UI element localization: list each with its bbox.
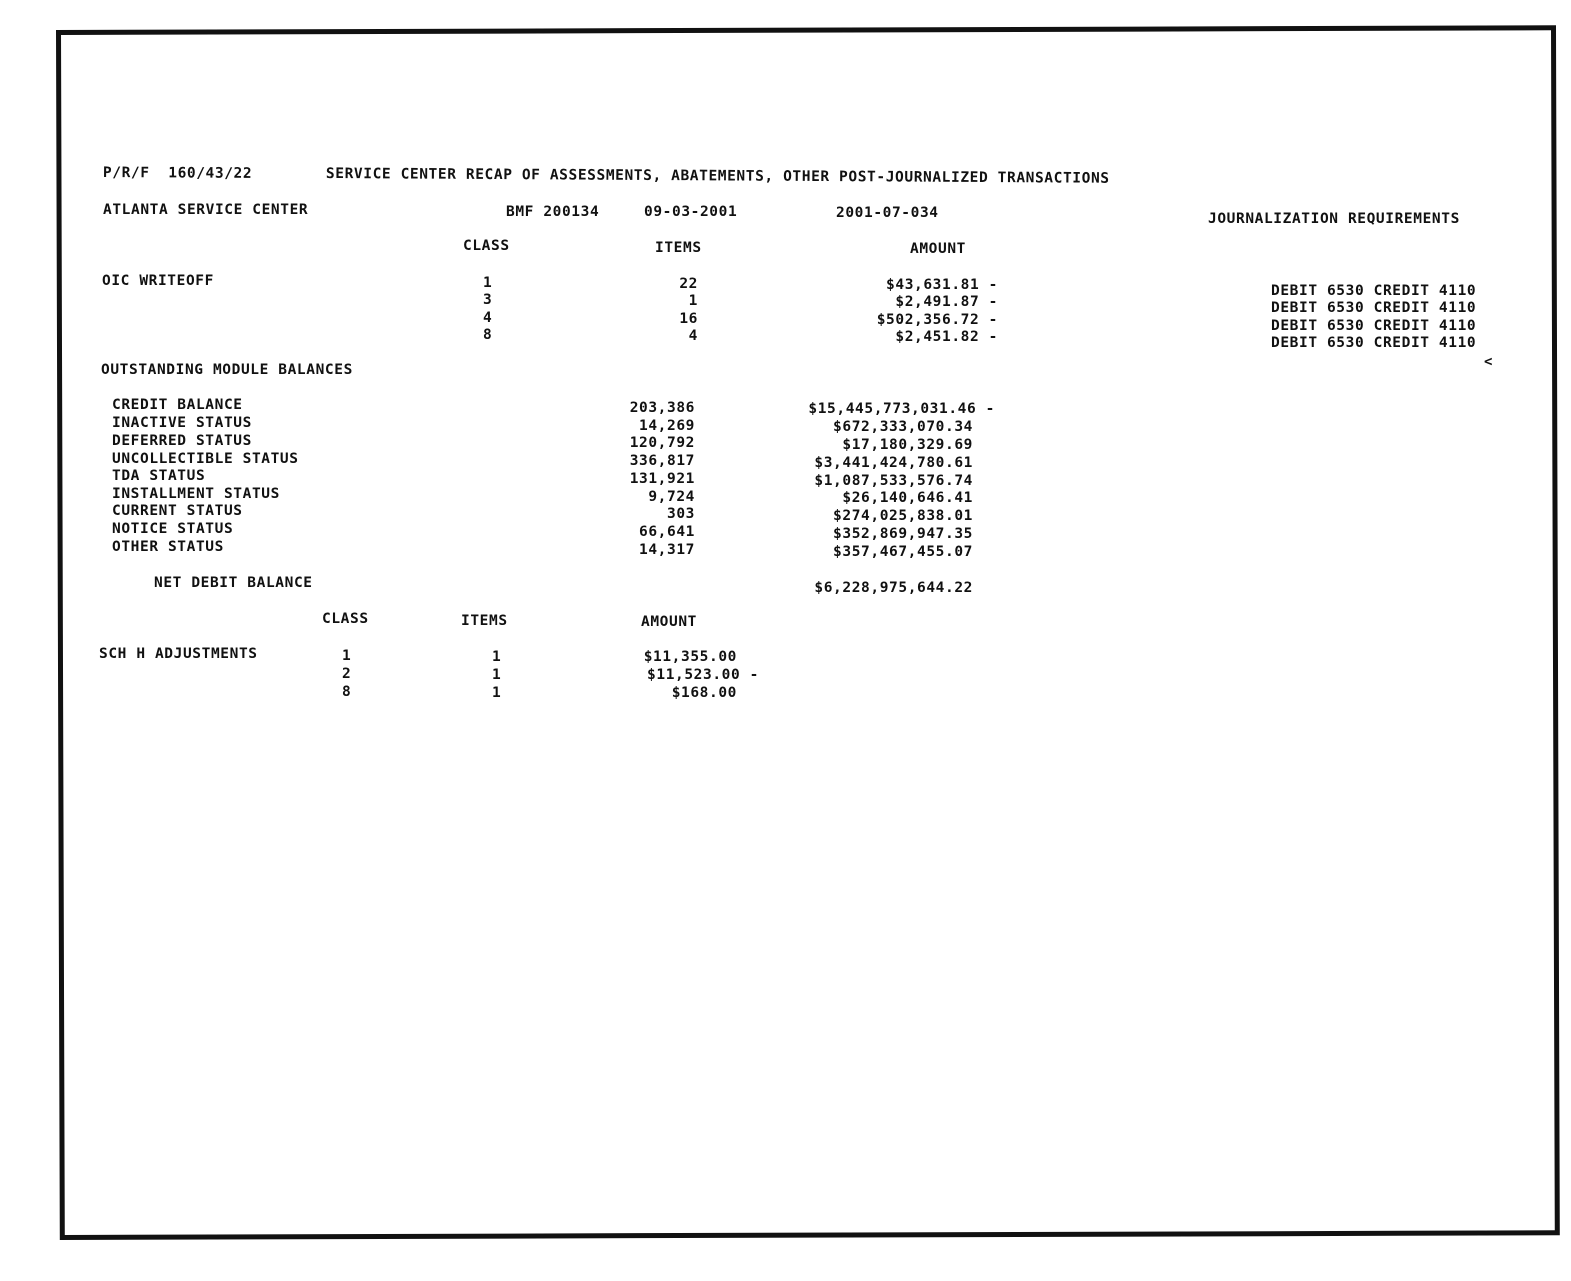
oic-journal-entry: DEBIT 6530 CREDIT 4110 <box>1271 335 1477 351</box>
oic-items: 22 <box>679 276 698 292</box>
oic-journal-entry: DEBIT 6530 CREDIT 4110 <box>1271 318 1477 334</box>
balance-status-name: CURRENT STATUS <box>112 503 243 519</box>
balance-status-name: CREDIT BALANCE <box>112 397 243 413</box>
sch-h-amount-header: AMOUNT <box>641 614 697 630</box>
oic-amount: $2,491.87 - <box>895 294 998 310</box>
oic-class: 8 <box>483 327 493 343</box>
oic-items: 16 <box>679 311 698 327</box>
balance-status-name: DEFERRED STATUS <box>112 433 252 449</box>
cycle-number: 2001-07-034 <box>836 205 939 221</box>
oic-journal-entry: DEBIT 6530 CREDIT 4110 <box>1271 283 1477 299</box>
balance-items: 66,641 <box>639 524 695 540</box>
sch-h-items: 1 <box>492 667 502 683</box>
balance-items: 9,724 <box>648 489 695 505</box>
balance-items: 303 <box>667 506 695 522</box>
sch-h-items: 1 <box>492 649 502 665</box>
oic-items: 4 <box>688 328 698 344</box>
balance-items: 14,317 <box>639 542 695 558</box>
balance-amount: $352,869,947.35 <box>833 526 973 542</box>
report-title: SERVICE CENTER RECAP OF ASSESSMENTS, ABATEMENTS, OTHER POST-JOURNALIZED TRANSACTIONS <box>325 166 1110 187</box>
oic-amount: $43,631.81 - <box>886 277 998 293</box>
oic-class: 3 <box>483 292 493 308</box>
oic-amount: $502,356.72 - <box>876 312 998 328</box>
balance-status-name: INACTIVE STATUS <box>112 415 252 431</box>
sch-h-items-header: ITEMS <box>461 613 508 629</box>
caret-mark: < <box>1484 354 1494 370</box>
balance-items: 336,817 <box>629 453 695 469</box>
balance-status-name: INSTALLMENT STATUS <box>112 486 280 502</box>
balance-items: 131,921 <box>629 471 695 487</box>
sch-h-adjustments-label: SCH H ADJUSTMENTS <box>99 646 258 662</box>
balance-status-name: OTHER STATUS <box>112 539 224 555</box>
balance-amount: $274,025,838.01 <box>833 508 973 524</box>
balance-amount: $15,445,773,031.46 - <box>808 401 995 417</box>
sch-h-class: 1 <box>342 648 352 664</box>
balance-amount: $3,441,424,780.61 <box>814 455 973 471</box>
oic-class-header: CLASS <box>463 238 510 254</box>
balance-items: 203,386 <box>629 400 695 416</box>
sch-h-amount: $168.00 <box>671 685 737 701</box>
net-debit-balance-label: NET DEBIT BALANCE <box>154 575 313 591</box>
sch-h-amount: $11,355.00 <box>643 649 737 665</box>
balance-amount: $17,180,329.69 <box>842 437 973 453</box>
balance-amount: $357,467,455.07 <box>833 544 973 560</box>
journalization-heading: JOURNALIZATION REQUIREMENTS <box>1208 211 1460 227</box>
sch-h-class: 8 <box>342 684 352 700</box>
oic-items: 1 <box>688 293 698 309</box>
service-center-name: ATLANTA SERVICE CENTER <box>103 202 309 218</box>
sch-h-class-header: CLASS <box>322 611 369 627</box>
balance-amount: $1,087,533,576.74 <box>814 473 973 489</box>
balance-items: 120,792 <box>629 435 695 451</box>
report-date: 09-03-2001 <box>644 204 738 220</box>
oic-journal-entry: DEBIT 6530 CREDIT 4110 <box>1271 300 1477 316</box>
net-debit-balance-amount: $6,228,975,644.22 <box>814 580 973 596</box>
file-id: BMF 200134 <box>506 204 600 220</box>
balance-status-name: UNCOLLECTIBLE STATUS <box>112 451 299 467</box>
balance-status-name: NOTICE STATUS <box>112 521 234 537</box>
sch-h-amount: $11,523.00 - <box>647 667 759 683</box>
balance-status-name: TDA STATUS <box>112 468 206 484</box>
oic-items-header: ITEMS <box>655 240 702 256</box>
sch-h-class: 2 <box>342 666 352 682</box>
oic-amount-header: AMOUNT <box>910 241 966 257</box>
balance-amount: $26,140,646.41 <box>842 490 973 506</box>
balance-items: 14,269 <box>639 418 695 434</box>
oic-writeoff-label: OIC WRITEOFF <box>102 273 214 289</box>
oic-amount: $2,451.82 - <box>895 329 998 345</box>
balance-amount: $672,333,070.34 <box>833 419 973 435</box>
sch-h-items: 1 <box>492 685 502 701</box>
report-id: P/R/F 160/43/22 <box>102 165 253 182</box>
oic-class: 1 <box>483 275 493 291</box>
oic-class: 4 <box>483 310 493 326</box>
outstanding-balances-heading: OUTSTANDING MODULE BALANCES <box>101 362 353 378</box>
